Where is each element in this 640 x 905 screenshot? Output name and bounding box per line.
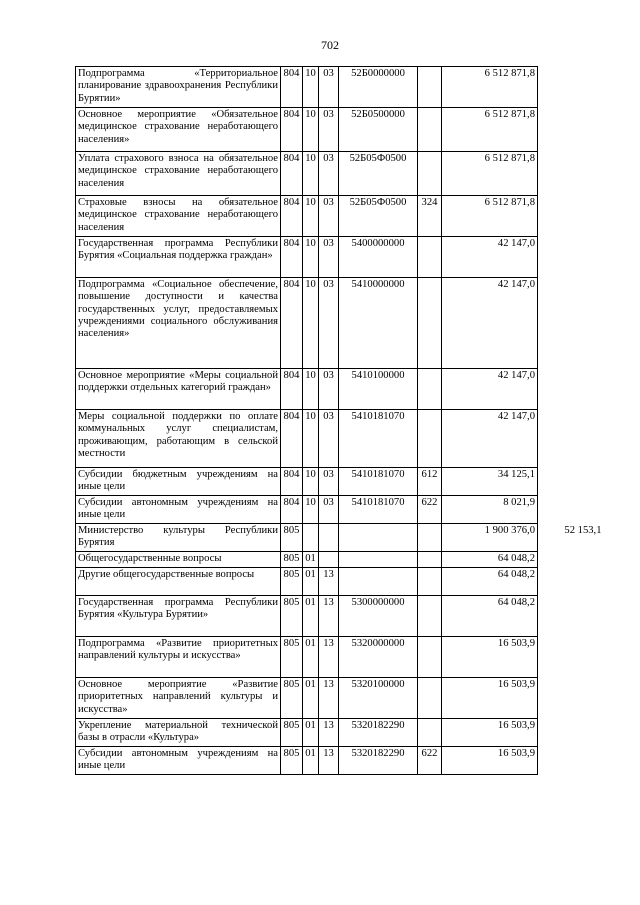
section-code-cell: 01 — [303, 719, 319, 747]
row-name-cell: Укрепление материальной технической базы в отрасли «Культура» — [76, 719, 281, 747]
expense-type-cell: 324 — [418, 196, 442, 237]
budget-table — [75, 66, 604, 775]
target-article-cell — [339, 552, 418, 568]
ministry-code-cell: 804 — [281, 237, 303, 278]
subsection-code-cell: 03 — [319, 278, 339, 369]
row-name-cell: Уплата страхового взноса на обязательное медицинское страхование неработающего населения — [76, 152, 281, 196]
target-article-cell: 5320000000 — [339, 637, 418, 678]
extra-amount-cell — [538, 637, 604, 678]
ministry-code-cell: 804 — [281, 496, 303, 524]
amount-cell: 6 512 871,8 — [442, 196, 538, 237]
ministry-code-cell: 805 — [281, 637, 303, 678]
subsection-code-cell: 13 — [319, 596, 339, 637]
amount-cell: 16 503,9 — [442, 747, 538, 775]
subsection-code-cell: 03 — [319, 468, 339, 496]
target-article-cell: 5410000000 — [339, 278, 418, 369]
subsection-code-cell — [319, 524, 339, 552]
section-code-cell: 10 — [303, 369, 319, 410]
table-row — [76, 678, 604, 719]
extra-amount-cell — [538, 278, 604, 369]
extra-amount-cell — [538, 496, 604, 524]
section-code-cell: 01 — [303, 678, 319, 719]
row-name-cell: Субсидии бюджетным учреждениям на иные цели — [76, 468, 281, 496]
ministry-code-cell: 804 — [281, 278, 303, 369]
subsection-code-cell: 03 — [319, 152, 339, 196]
expense-type-cell — [418, 67, 442, 108]
extra-amount-cell — [538, 568, 604, 596]
table-row — [76, 637, 604, 678]
subsection-code-cell: 13 — [319, 637, 339, 678]
ministry-code-cell: 805 — [281, 552, 303, 568]
table-row — [76, 524, 604, 552]
row-name-cell: Страховые взносы на обязательное медицинское страхование неработающего населения — [76, 196, 281, 237]
target-article-cell: 5410181070 — [339, 468, 418, 496]
ministry-code-cell: 805 — [281, 568, 303, 596]
amount-cell: 16 503,9 — [442, 678, 538, 719]
expense-type-cell — [418, 369, 442, 410]
amount-cell: 16 503,9 — [442, 637, 538, 678]
row-name-cell: Другие общегосударственные вопросы — [76, 568, 281, 596]
target-article-cell: 5400000000 — [339, 237, 418, 278]
extra-amount-cell — [538, 369, 604, 410]
amount-cell: 64 048,2 — [442, 568, 538, 596]
row-name-cell: Основное мероприятие «Обязательное медицинское страхование неработающего населения» — [76, 108, 281, 152]
amount-cell: 64 048,2 — [442, 552, 538, 568]
expense-type-cell: 612 — [418, 468, 442, 496]
table-row — [76, 719, 604, 747]
extra-amount-cell — [538, 596, 604, 637]
table-row — [76, 278, 604, 369]
section-code-cell: 01 — [303, 552, 319, 568]
target-article-cell: 52Б05Ф0500 — [339, 152, 418, 196]
table-row — [76, 468, 604, 496]
target-article-cell — [339, 524, 418, 552]
table-row — [76, 410, 604, 468]
subsection-code-cell: 03 — [319, 196, 339, 237]
section-code-cell: 01 — [303, 637, 319, 678]
ministry-code-cell: 804 — [281, 152, 303, 196]
table-row — [76, 369, 604, 410]
amount-cell: 6 512 871,8 — [442, 67, 538, 108]
row-name-cell: Субсидии автономным учреждениям на иные цели — [76, 496, 281, 524]
expense-type-cell — [418, 719, 442, 747]
target-article-cell: 52Б0500000 — [339, 108, 418, 152]
row-name-cell: Общегосударственные вопросы — [76, 552, 281, 568]
table-row — [76, 196, 604, 237]
section-code-cell: 10 — [303, 496, 319, 524]
extra-amount-cell — [538, 108, 604, 152]
ministry-code-cell: 804 — [281, 196, 303, 237]
target-article-cell: 52Б05Ф0500 — [339, 196, 418, 237]
row-name-cell: Подпрограмма «Развитие приоритетных направлений культуры и искусства» — [76, 637, 281, 678]
amount-cell: 1 900 376,0 — [442, 524, 538, 552]
extra-amount-cell — [538, 196, 604, 237]
ministry-code-cell: 805 — [281, 678, 303, 719]
section-code-cell: 10 — [303, 152, 319, 196]
extra-amount-cell — [538, 410, 604, 468]
row-name-cell: Государственная программа Республики Бурятия «Социальная поддержка граждан» — [76, 237, 281, 278]
section-code-cell: 01 — [303, 747, 319, 775]
extra-amount-cell — [538, 152, 604, 196]
ministry-code-cell: 805 — [281, 747, 303, 775]
extra-amount-cell — [538, 678, 604, 719]
amount-cell: 6 512 871,8 — [442, 108, 538, 152]
expense-type-cell — [418, 637, 442, 678]
extra-amount-cell — [538, 237, 604, 278]
section-code-cell: 10 — [303, 278, 319, 369]
ministry-code-cell: 805 — [281, 524, 303, 552]
extra-amount-cell: 52 153,1 — [538, 524, 604, 552]
expense-type-cell — [418, 552, 442, 568]
expense-type-cell — [418, 278, 442, 369]
target-article-cell: 5320100000 — [339, 678, 418, 719]
subsection-code-cell: 13 — [319, 678, 339, 719]
table-row — [76, 67, 604, 108]
subsection-code-cell: 03 — [319, 67, 339, 108]
subsection-code-cell: 03 — [319, 496, 339, 524]
target-article-cell: 5320182290 — [339, 747, 418, 775]
extra-amount-cell — [538, 747, 604, 775]
section-code-cell: 10 — [303, 237, 319, 278]
page-number: 702 — [321, 38, 339, 52]
row-name-cell: Основное мероприятие «Развитие приоритетных направлений культуры и искусства» — [76, 678, 281, 719]
ministry-code-cell: 804 — [281, 369, 303, 410]
amount-cell: 16 503,9 — [442, 719, 538, 747]
section-code-cell: 01 — [303, 596, 319, 637]
target-article-cell: 52Б0000000 — [339, 67, 418, 108]
expense-type-cell — [418, 678, 442, 719]
subsection-code-cell: 03 — [319, 410, 339, 468]
table-row — [76, 496, 604, 524]
section-code-cell — [303, 524, 319, 552]
extra-amount-cell — [538, 67, 604, 108]
table-row — [76, 747, 604, 775]
row-name-cell: Государственная программа Республики Бурятия «Культура Бурятии» — [76, 596, 281, 637]
ministry-code-cell: 804 — [281, 468, 303, 496]
section-code-cell: 10 — [303, 196, 319, 237]
target-article-cell: 5410181070 — [339, 410, 418, 468]
subsection-code-cell: 13 — [319, 719, 339, 747]
target-article-cell: 5410100000 — [339, 369, 418, 410]
amount-cell: 42 147,0 — [442, 369, 538, 410]
subsection-code-cell: 03 — [319, 369, 339, 410]
ministry-code-cell: 804 — [281, 67, 303, 108]
table-row — [76, 552, 604, 568]
table-row — [76, 108, 604, 152]
subsection-code-cell: 03 — [319, 237, 339, 278]
section-code-cell: 01 — [303, 568, 319, 596]
expense-type-cell — [418, 108, 442, 152]
section-code-cell: 10 — [303, 67, 319, 108]
target-article-cell: 5300000000 — [339, 596, 418, 637]
target-article-cell: 5320182290 — [339, 719, 418, 747]
amount-cell: 34 125,1 — [442, 468, 538, 496]
section-code-cell: 10 — [303, 410, 319, 468]
target-article-cell: 5410181070 — [339, 496, 418, 524]
amount-cell: 42 147,0 — [442, 278, 538, 369]
extra-amount-cell — [538, 552, 604, 568]
table-row — [76, 152, 604, 196]
expense-type-cell — [418, 237, 442, 278]
amount-cell: 42 147,0 — [442, 410, 538, 468]
expense-type-cell — [418, 596, 442, 637]
subsection-code-cell: 03 — [319, 108, 339, 152]
section-code-cell: 10 — [303, 468, 319, 496]
row-name-cell: Меры социальной поддержки по оплате коммунальных услуг специалистам, проживающим, работающим в сельской местности — [76, 410, 281, 468]
amount-cell: 8 021,9 — [442, 496, 538, 524]
extra-amount-cell — [538, 468, 604, 496]
ministry-code-cell: 805 — [281, 596, 303, 637]
subsection-code-cell — [319, 552, 339, 568]
table-row — [76, 237, 604, 278]
amount-cell: 64 048,2 — [442, 596, 538, 637]
row-name-cell: Основное мероприятие «Меры социальной поддержки отдельных категорий граждан» — [76, 369, 281, 410]
amount-cell: 42 147,0 — [442, 237, 538, 278]
ministry-code-cell: 804 — [281, 410, 303, 468]
row-name-cell: Министерство культуры Республики Бурятия — [76, 524, 281, 552]
table-row — [76, 568, 604, 596]
expense-type-cell — [418, 568, 442, 596]
row-name-cell: Подпрограмма «Социальное обеспечение, повышение доступности и качества государственных услуг, предоставляемых учреждениями социального обслуживания населения» — [76, 278, 281, 369]
section-code-cell: 10 — [303, 108, 319, 152]
expense-type-cell — [418, 410, 442, 468]
expense-type-cell: 622 — [418, 496, 442, 524]
target-article-cell — [339, 568, 418, 596]
subsection-code-cell: 13 — [319, 568, 339, 596]
expense-type-cell — [418, 152, 442, 196]
expense-type-cell: 622 — [418, 747, 442, 775]
table-row — [76, 596, 604, 637]
row-name-cell: Подпрограмма «Территориальное планирование здравоохранения Республики Бурятии» — [76, 67, 281, 108]
extra-amount-cell — [538, 719, 604, 747]
amount-cell: 6 512 871,8 — [442, 152, 538, 196]
expense-type-cell — [418, 524, 442, 552]
ministry-code-cell: 804 — [281, 108, 303, 152]
ministry-code-cell: 805 — [281, 719, 303, 747]
row-name-cell: Субсидии автономным учреждениям на иные цели — [76, 747, 281, 775]
subsection-code-cell: 13 — [319, 747, 339, 775]
